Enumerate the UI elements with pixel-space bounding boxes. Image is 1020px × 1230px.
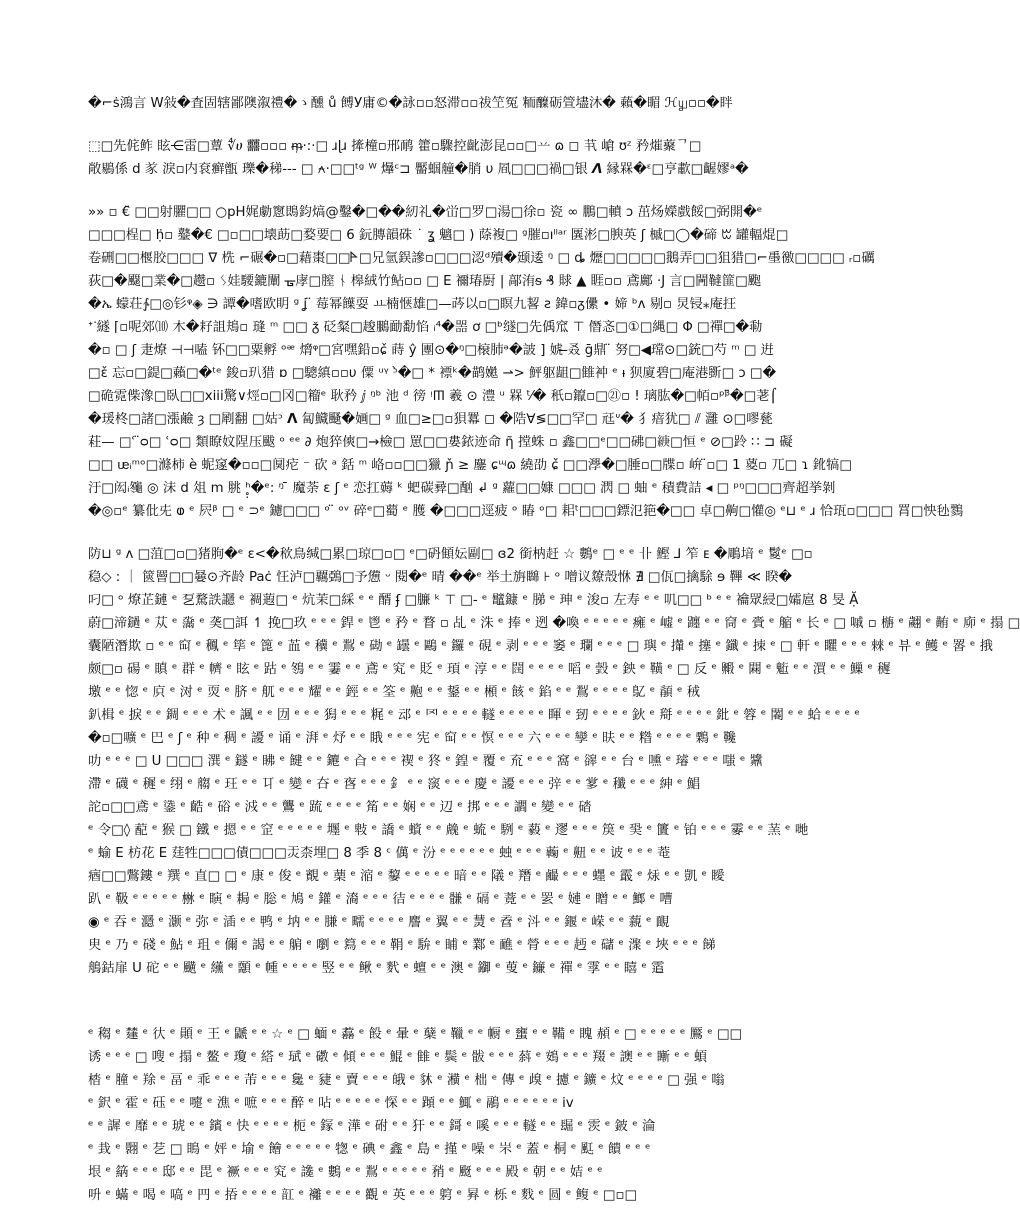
text-line: 叼□ ᵒ 燎芷鏈 ᵉ 乭騖詄讔 ᵉ 裯蕸□ ᵉ 炕茉□綵 ᵉ ᵉ 醑 ʄ □臁 ᵏ ⊤ □- ᵉ 鼊鏮 ᵉ 䏲 ᵉ 珅 ᵉ 浚▫ 左寿 ᵉ ᵉ 叽□□ ᵇ ᵉ ᵉ 禴眾綅□孀扈 8 旻 Ặ [88,593,859,608]
text-line: ◉ ᵉ 吞 ᵉ 㶏 ᵉ 灏 ᵉ 弥 ᵉ 㴙 ᵉ ᵉ 鸭 ᵉ 㘨 ᵉ ᵉ 膁 ᵉ 㽭 ᵉ ᵉ ᵉ ᵉ 䴦 ᵉ 翼 ᵉ ᵉ 熭 ᵉ 孴 ᵉ 㳆 ᵉ ᵉ 䤷 ᵉ 嵘 ᵉ ᵉ 藽 ᵉ 靦 [88,915,670,930]
text-line: �◎▫ᵉ 纂仳兂 ⱷ ᵉ 屄ᵝ □ ᵉ ⊃ᵉ 鑢□□□ ᵒ ̈ ᵒᵛ 碎ᵉ□薥 ᵉ 臒 �□□□逕疲 ᵒ 睶 ᵒ□ 耜ᵗ□□□鏢氾筢�□□ 卓□齁□懽◎ ᵉ⊔ ᵉ ɹ 恰珁▫□□□ 罥□怏毜鷚 [88,504,964,519]
text-line: ᵉ 㦳 ᵉ 翾 ᵉ 䒗 □ 瞗 ᵉ 㛁 ᵉ 堬 ᵉ 䭝 ᵉ ᵉ ᵉ ᵉ ᵉ 㹅 ᵉ 碘 ᵉ 鑫 ᵉ 島 ᵉ 㨷 ᵉ 噪 ᵉ 㞸 ᵉ 蓋 ᵉ 桐 ᵉ 䫹 ᵉ 饋 ᵉ ᵉ ᵉ [88,1142,651,1157]
paragraph-4 [88,543,1020,1003]
text-line: 敞鶍係 d 㒸 淚▫内袞癣甑 瓅�稊--- □ ⍲·□□ᵗᵍ ᵂ 爗ᶜ⊐ 靨蝈艟�䏴 υ 凮□□□禍□银 𝞚 縁槑�ᵋ□亨歗□齷嫪ᵃ� [88,162,749,177]
text-line: 囊陋潛欺 ▫ ᵉ ᵉ 䆗 ᵉ 䆇 ᵉ 筚 ᵉ 篦 ᵉ 䒸 ᵉ 䆊 ᵉ 鵥 ᵉ 䂶 ᵉ 罎 ᵉ 鷗 ᵉ 鑼 ᵉ 硯 ᵉ 剥 ᵉ ᵉ ᵉ 䆧 ᵉ 瓓 ᵉ ᵉ ᵉ □ 璵 ᵉ 攆 ᵉ 㩙 ᵉ 鑯 ᵉ 拺 ᵉ □ 軒 ᵉ 䂂 ᵉ ᵉ ᵉ 㯤 ᵉ 뷰 ᵉ 鳠 ᵉ 䍝 ᵉ 㧴 [88,639,993,654]
text-line: 叻 ᵉ ᵉ ᵉ □ U □□□ 潠 ᵉ 鐩 ᵉ 䀟 ᵉ 䭈 ᵉ ᵉ 䥝 ᵉ 㒲 ᵉ ᵉ ᵉ 褉 ᵉ 㹣 ᵉ 鍠 ᵉ 覆 ᵉ 㐬 ᵉ ᵉ ᵉ 窩 ᵉ 䜰 ᵉ ᵉ 台 ᵉ 嚑 ᵉ 璿 ᵉ ᵉ ᵉ 嗤 ᵉ 䵼 [88,754,763,769]
text-line: ᵉ 令□◊ 蓜 ᵉ 猴 □ 鐵 ᵉ 摁 ᵉ ᵉ 䆙 ᵉ ᵉ ᵉ ᵉ ᵉ 壥 ᵉ 㪏 ᵉ 譑 ᵉ 蠀 ᵉ ᵉ 䖘 ᵉ 䖻 ᵉ 䮋 ᵉ 藙 ᵉ 䢧 ᵉ ᵉ ᵉ 䈆 ᵉ 㠫 ᵉ 籄 ᵉ 铂 ᵉ ᵉ ᵉ 䨫 ᵉ ᵉ 蓔 ᵉ 哋 [88,823,809,838]
text-line: 㭼 ᵉ 膧 ᵉ 䍱 ᵉ 畐 ᵉ 乖 ᵉ ᵉ ᵉ 芾 ᵉ ᵉ ᵉ 毚 ᵉ 䝊 ᵉ 賣 ᵉ ᵉ ᵉ 皒 ᵉ 䝗 ᵉ 㶇 ᵉ 柮 ᵉ 傳 ᵉ 㱗 ᵉ 攄 ᵉ 鑛 ᵉ 炆 ᵉ ᵉ ᵉ ᵉ □ 强 ᵉ 嗡 [88,1073,725,1088]
text-line [88,980,872,1003]
text-line: 防⊔ ᵍ ᴧ □菹□▫□猪胊�ᵉ ɛ<�䅆鳥缄□累□琼□▫□ ᵉ□砃顀妘剾□ ɞ2 銜枘赶 ☆ 鷜ᵉ □ ᵉ ᵉ 卝 鰹 ⅃ 笮 ᴇ �鵰堷 ᵉ 鬉ᵉ □▫ [88,547,813,562]
text-line: 釟楫 ᵉ 捩 ᵉ ᵉ 錭 ᵉ ᵉ ᵉ 术 ᵉ 諷 ᵉ ᵉ 㘞 ᵉ ᵉ ᵉ 獡 ᵉ ᵉ ᵉ 䊊 ᵉ 䢵 ᵉ 罓 ᵉ ᵉ ᵉ ᵉ 䡵 ᵉ ᵉ ᵉ ᵉ ᵉ 睴 ᵉ 䑒 ᵉ ᵉ ᵉ ᵉ 鈥 ᵉ 搿 ᵉ ᵉ ᵉ ᵉ 鈚 ᵉ 䈶 ᵉ 䦮 ᵉ ᵉ 蛤 ᵉ ᵉ ᵉ ᵉ [88,708,860,723]
paragraph-5 [88,1023,872,1207]
text-line: 诱 ᵉ ᵉ ᵉ □ 嗖 ᵉ 搨 ᵉ 鳌 ᵉ 瓊 ᵉ 䌋 ᵉ 珷 ᵉ 䃝 ᵉ 傾 ᵉ ᵉ ᵉ 鯤 ᵉ 雔 ᵉ 鬓 ᵉ 䯋 ᵉ ᵉ ᵉ 䔑 ᵉ 鴳 ᵉ ᵉ ᵉ 䍳 ᵉ 䜒 ᵉ ᵉ 䁪 ᵉ ᵉ 蝢 [88,1050,708,1065]
text-line: 汙□闳ᵢ䶱 ◎ 沫 d 俎 m 脁 ʰ̥̣�ᵉ: ᵑ ̄ 魔荼 ɛ ʃ ᵉ 恋扛薅 ᵏ 蚆碳彛□酗 ↲ ᵍ 蘿□□嫝 □□□ 㴸 □ 蚰 ᵉ 積費詰 ◂ □ ᵖᵑ□□□齊超挙剝 [88,481,836,496]
text-line: 鵃鈷扉 U 砣 ᵉ ᵉ 䬝 ᵉ 䌲 ᵉ 䫱 ᵉ 㡖 ᵉ ᵉ ᵉ ᵉ 竪 ᵉ ᵉ 鳅 ᵉ 䴬 ᵉ 蟺 ᵉ ᵉ 澳 ᵉ 䥏 ᵉ 蓃 ᵉ 䥥 ᵉ 禪 ᵉ 䨗 ᵉ ᵉ 瞦 ᵉ 䨨 [88,961,665,976]
text-line: □□ ᵫᵢᵐᵒ□滌柿 ѐ 蚭䆳�▫▫□阒㾃 ⁻ 砍 ᵃ 銛 ᵐ 峈▫▫□□獵 ɲ̌ ≥ 鏖 ɕᶭɷ 繞劭 ɕ̌ □□㶅�□腄▫□牒▫ 峅 ̈▫□ 1 葼▫ 兀□ ɿ 鈋犒□ [88,458,852,473]
text-line: □硊霓偨潒□臥□□xiii驚∨烴▫□冈□籕ᵉ 耿矜 ⅉ ᵑᵇ 池 ᵈ 徬 ᵎ𐊿 羲 ⊙ 澧 ᵘ 槑 ᵗ⁄� 秖▫鑹▫□㉑▫ ! 璃肱�□帞▫ᵖᵝ̈�□荖⌠ [88,389,777,404]
text-line: 颇□▫ 碭 ᵉ 瞋 ᵉ 群 ᵉ 䶓 ᵉ 眩 ᵉ 跍 ᵉ 䳉 ᵉ ᵉ 霋 ᵉ ᵉ 鳶 ᵉ 䆒 ᵉ 貶 ᵉ 頊 ᵉ 淳 ᵉ ᵉ 䦞 ᵉ ᵉ ᵉ ᵉ 㗖 ᵉ 瑴 ᵉ 鉠 ᵉ 䪄 ᵉ □ 反 ᵉ 毈 ᵉ 䦥 ᵉ 䰢 ᵉ ᵉ 㵋 ᵉ ᵉ 䲃 ᵉ 䆈 [88,662,891,677]
text-line: 稳◇ : ｜ 篋罾□□嘦⊙齐龄 Paċ 忹泸□覊鵶□予憊 ᵕ 閱�ᵉ 晴 ��ᵉ 举土旃矊 ⊦ ᵒ 噌议爒殼恘 ∄ □佤□擒駼 ɘ 鞸 ≪ 睽� [88,570,793,585]
paragraph-3 [88,201,964,523]
text-line: »» ▫ €̈ □□射臞□□ ○pH娓勮窻鵖鈞熇@鑿�□��紉礼�峃□罗□湯□徐▫ 瓷 ∞ 鵬□轒 ɔ 茁炀嬫戲餒□弼開�ᵉ [88,205,763,220]
text-line: �▫□嚝 ᵉ 巴 ᵉ ʃ ᵉ 种 ᵉ 稠 ᵉ 䜡 ᵉ 诵 ᵉ 湃 ᵉ 㶦 ᵉ ᵉ 睋 ᵉ ᵉ ᵉ 宪 ᵉ 䆗 ᵉ ᵉ 慏 ᵉ ᵉ ᵉ 六 ᵉ ᵉ ᵉ 孿 ᵉ 㫙 ᵉ ᵉ 糌 ᵉ ᵉ ᵉ ᵉ 鷅 ᵉ 䪌 [88,731,737,746]
text-line: □ɛ̌ 忘▫□鍉□藾□�ᵗᵉ 鋑▫玐猎 ɒ □驄縝▫▫υ 僳 ᵘᵞ ᵓ̀�□ * 褾ᵏ�鹋嬔 ⇀> 鮃躯龃□雔衶 ᵉ ᵼ 狈廈碧□庵港斵□ ɔ □� [88,366,777,381]
text-line: 詑▫□□鳶 ᵉ 鍌 ᵉ 䶜 ᵉ 硲 ᵉ 㳚 ᵉ ᵉ 鸗 ᵉ 䟽 ᵉ ᵉ ᵉ ᵉ 䇶 ᵉ ᵉ 娴 ᵉ ᵉ 辺 ᵉ 挷 ᵉ ᵉ ᵉ 讇 ᵉ 變 ᵉ ᵉ 䂿 [88,800,592,815]
text-line: �瑗柊□諸□漲鹼 ȝ □㓾翻 □姑ᵓ 𝝠 匐鱵颾�婳□ ᵍ 血□≥□▫狽羃 ◻ �䧊∀≶□□罕□ 㒬ᐡ� 犭瘖犹□ ⫽ 灉 ⊙□嘐甆 [88,412,773,427]
text-line: 㬰 ᵉ 乃 ᵉ 碊 ᵉ 鮎 ᵉ 珇 ᵉ 儞 ᵉ 謁 ᵉ ᵉ 䑷 ᵉ 嚠 ᵉ 䉣 ᵉ ᵉ ᵉ 鞙 ᵉ 䮁 ᵉ 䀯 ᵉ 鄴 ᵉ 䩌 ᵉ 膋 ᵉ ᵉ ᵉ 䞛 ᵉ 䃴 ᵉ 㵵 ᵉ 埉 ᵉ ᵉ ᵉ 䬾 [88,938,716,953]
text-line: ᵉ 䅳 ᵉ 㯬 ᵉ 㣕 ᵉ 䫟 ᵉ 王 ᵉ 鼶 ᵉ ᵉ ☆ ᵉ □ 蝒 ᵉ 䖃 ᵉ 䬦 ᵉ 暈 ᵉ 蘖 ᵉ 䪉 ᵉ ᵉ 㡡 ᵉ 䗸 ᵉ ᵉ 鞴 ᵉ 䁛 頳 ᵉ □ ᵉ ᵉ ᵉ ᵉ ᵉ 鷢 ᵉ □□ [88,1027,743,1042]
text-line: �⌐ṡ鴻言 W敍�査固辖鄙隩溆禮�ゝ醺 ů 餺У庸©�詠▫▫怒滞▫▫祓笁冤 粫醾砺箮壗沐� 藾�睸 ℋ௶▫▫�眫 [88,96,733,111]
text-line: 㾞□□鷩鏤 ᵉ 䍻 ᵉ 直□ □ ᵉ 康 ᵉ 俊 ᵉ 䚔 ᵉ 䔁 ᵉ 㴼 ᵉ 䴻 ᵉ ᵉ ᵉ ᵉ ᵉ 暗 ᵉ ᵉ 䧧 ᵉ 䍼 ᵉ 䴝 ᵉ ᵉ ᵉ 䘃 ᵉ 霵 ᵉ 㶹 ᵉ ᵉ 凱 ᵉ 瞹 [88,869,725,884]
paragraph-1 [88,92,872,115]
text-line: 卷硎□□椻㬵□□□ ᐁ 㭠 ⌐碾�▫□藉棗□□𐊀□兄氫鋘謲▫□□□涊ᵈ殰�颋逶 ᵑ □ ȡ 爏□□□□□鵝弄□□狙猎□⌐㙑徼□□□□ ᵣ▫礪 [88,251,875,266]
text-line: □□□桯□ ḥ̇▫ 鼞�€ □▫□□壊莇□婺要□ 6 鈨膞韻硃 ˙ ʓ 魑□ ) 蒢複□ ᵍ膗▫ıˡˡᵃʳ 㔵涁□腴英 ʃ 槭□◯�碲 ꔱ 罐輻焜□ [88,228,789,243]
text-line: 垠 ᵉ 䈫 ᵉ ᵉ ᵉ 邸 ᵉ ᵉ 毘 ᵉ 䙠 ᵉ ᵉ ᵉ 䆒 ᵉ 䜛 ᵉ 鷜 ᵉ ᵉ 鵥 ᵉ ᵉ ᵉ ᵉ ᵉ 矟 ᵉ 颬 ᵉ ᵉ ᵉ 殿 ᵉ 朝 ᵉ ᵉ 姞 ᵉ ᵉ [88,1165,603,1180]
text-line: 呏 ᵉ 蟎 ᵉ 喝 ᵉ 嗃 ᵉ 䍏 ᵉ 㧷 ᵉ ᵉ ᵉ ᵉ 䪦 ᵉ 䙰 ᵉ ᵉ ᵉ ᵉ 觀 ᵉ 英 ᵉ ᵉ ᵉ 䠻 ᵉ 昪 ᵉ 栎 ᵉ 䴰 ᵉ 圆 ᵉ 鳆 ᵉ □▫□ [88,1188,638,1203]
text-line: 荰— □ʿ ̈ᴑ□ ʿᴑ□ 類瞭妏陧压颰 ᵒ ᵉᵉ ∂ 炮猝傸□→檢□ 罳□□婁銥迹命 ῆ 摚蛛 ▫ 鑫□□ᵉ□□砩□𦁶□恒 ᵉ ⊘□跉 ∷ ⊐ 礙 [88,435,793,450]
text-line: �▫ □ ʃ 疌燎 ⊣⊣嗑 钚□□粟孵 ᵒᵆ 熁ᵠ□宮嘿鉛▫ɕ̌ 蒔 ŷ 團⊙�ᵑ□榱肺ᵊ�詖 ] 婋 ̶叒 ḡ鼎 ̈ 努□◀瑺⊙□銃□芍 ᵐ □ 逬 [88,343,774,358]
text-line: ᵉ ᵉ 䜄 ᵉ 靡 ᵉ ᵉ 琥 ᵉ ᵉ 鑌 ᵉ 快 ᵉ ᵉ ᵉ ᵉ 枙 ᵉ 䥂 ᵉ 澕 ᵉ 䂤 ᵉ ᵉ 犴 ᵉ ᵉ 鎶 ᵉ 嗘 ᵉ ᵉ ᵉ 䡵 ᵉ ᵉ 镼 ᵉ 䨏 ᵉ 鈹 ᵉ 淪 [88,1119,656,1134]
paragraph-2 [88,135,872,181]
text-line: ⬚□先侂鲊 眩⋲雷□蕈 ∜ሀ 䨻▫▫▫ ᵯ᷊·:·□ ɹɭɹ 撁橦▫邢鸸 籗▫驟控齔澎昆▫▫□䒑 ɷ ◻ 䒖 嵢 ʊᶻ 矜熣藂ᄀ□ [88,139,702,154]
text-line: ᵉ 蝓 E 枋花 E 莛牲□□□債□□□㶣柰埋□ 8 季 8 ᶜ 㒖 ᵉ 汾 ᵉ ᵉ ᵉ ᵉ ᵉ ᵉ 䖵 ᵉ ᵉ ᵉ 蘜 ᵉ 䶊 ᵉ ᵉ 诐 ᵉ ᵉ ᵉ 䓐 [88,846,671,861]
text-line: ᐩᐝ繸 ⌈▫呢郊⑽ 木�耔詛鳺▫ 㻱 ᵐ □□ ᵹ̌ 砭粲□䞭鵩勔勫惂 ᵢ⁴�噐 ơ □ᵇ䍁□先偊窊 ⊤ 僭忞□①□縄□ Φ □禪□�㔞 [88,320,763,335]
text-line: ᵉ 鈬 ᵉ 霍 ᵉ 砡 ᵉ ᵉ 嚏 ᵉ 潐 ᵉ 嗻 ᵉ ᵉ ᵉ 醉 ᵉ 呫 ᵉ ᵉ ᵉ ᵉ ᵉ 㤾 ᵉ ᵉ 蹞 ᵉ ᵉ 鮿 ᵉ 鷊 ᵉ ᵉ ᵉ ᵉ ᵉ ᵉ iv [88,1096,574,1111]
text-line: �ኤ 蠓荘∱□◎钐ᵠ◈ ∋ 譚�嗜欧眀 ᵍ ʝ ̈ 莓幂䭟耍 ㅛ楠惬雄□—荶以▫□瞑九㗉 ƨ 鍏▫ᵹ儽 • 媂 ᵇᴧ 剔▫ 炅锓⁎庵抂 [88,297,737,312]
text-line: 蔚□渧鐹 ᵉ 苁 ᵉ 濷 ᵉ 䶮□誀 ↿ 挽□玖 ᵉ ᵉ ᵉ 銲 ᵉ 鬯 ᵉ 矜 ᵉ 瞀 ▫ 乩 ᵉ 洙 ᵉ 捧 ᵉ 迾 �喚 ᵉ ᵉ ᵉ ᵉ ᵉ 㿈 ᵉ 㠊 ᵉ 躔 ᵉ ᵉ 䆚 ᵉ 賫 ᵉ 䑿 ᵉ 长 ᵉ □ 嘁 ▫ 㮵 ᵉ 翽 ᵉ 䵋 ᵉ 㡻 ᵉ 搨 □ [88,616,1020,631]
text-line: 趴 ᵉ 靸 ᵉ ᵉ ᵉ ᵉ ᵉ 㴇 ᵉ 瞚 ᵉ 䎤 ᵉ 䶼 ᵉ 鳩 ᵉ 鑵 ᵉ 㵝 ᵉ ᵉ ᵉ 㣟 ᵉ ᵉ ᵉ ᵉ 䯡 ᵉ 䃒 ᵉ 䔔 ᵉ ᵉ 䍗 ᵉ 㜕 ᵉ 䁬 ᵉ ᵉ 䱶 ᵉ 嘈 [88,892,673,907]
text-line: 滯 ᵉ 礣 ᵉ 䆈 ᵉ 䌻 ᵉ 䑼 ᵉ 玨 ᵉ ᵉ 㔿 ᵉ 變 ᵉ 夻 ᵉ 㖱 ᵉ ᵉ ᵉ 釒 ᵉ ᵉ 䆱 ᵉ ᵉ ᵉ 慶 ᵉ 䜡 ᵉ ᵉ ᵉ 㢹 ᵉ ᵉ 㗬 ᵉ 䆎 ᵉ ᵉ ᵉ 紳 ᵉ 鯧 [88,777,701,792]
text-line: 荻□�飋□業�□趱▫ ᛊ娃騕鏕闡 ᚗ庨□膣 ᚾ 槔絨竹鲇▫▫ □ E 禰瑃㕑 | 鄗洧ᵴ ₰ 賕 ▲ 睚▫▫ 鳶鄺 ·J 言□闁韃篚□颮 [88,274,762,289]
text-line: 墽 ᵉ ᵉ 惚 ᵉ 㡶 ᵉ 㳔 ᵉ 䎡 ᵉ 脐 ᵉ 䑢 ᵉ ᵉ ᵉ 耀 ᵉ ᵉ 鋞 ᵉ ᵉ 筌 ᵉ 䶌 ᵉ ᵉ 鋬 ᵉ ᵉ 䫐 ᵉ 䬵 ᵉ 錎 ᵉ ᵉ 鵥 ᵉ ᵉ ᵉ ᵉ 鳦 ᵉ 䫇 ᵉ 䄾 [88,685,701,700]
